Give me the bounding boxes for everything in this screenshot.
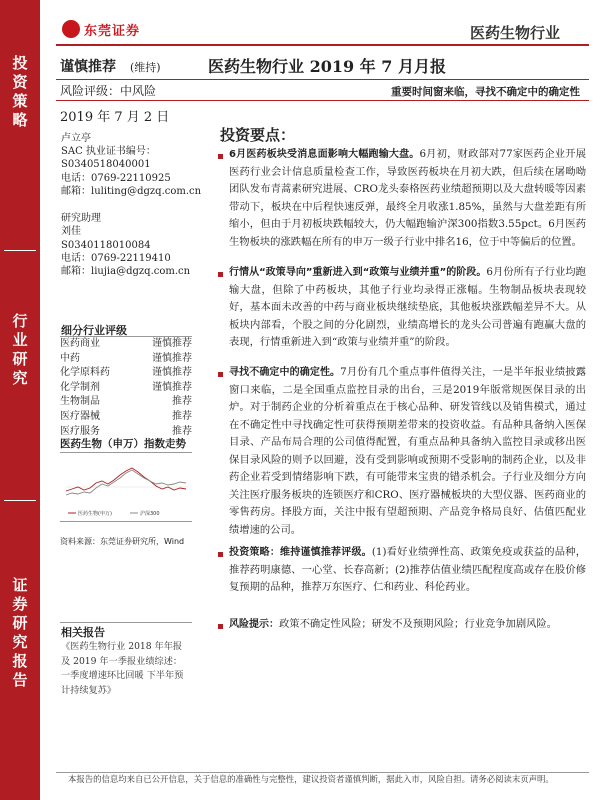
sub-industry-rating: 谨慎推荐: [152, 367, 192, 379]
index-chart-plot: [60, 453, 192, 521]
rating: 谨慎推荐: [60, 59, 116, 75]
sub-rating-table: [60, 336, 192, 439]
brand-name: 东莞证券: [84, 24, 141, 39]
assistant-email: 邮箱：liujia@dgzq.com.cn: [61, 266, 191, 277]
brand-logo: [62, 18, 172, 42]
assistant-cert-number: S0340118010084: [61, 240, 151, 251]
side-label-report: 证 券 研 究 报 告: [12, 576, 28, 689]
report-title: 医药生物行业 2019 年 7 月月报: [208, 57, 446, 76]
index-chart-title: 医药生物（申万）指数走势: [60, 438, 186, 450]
table-row: [60, 381, 192, 396]
logo-mark-icon: [62, 20, 80, 38]
assistant-name: 刘佳: [61, 226, 81, 237]
risk-rating: 风险评级：中风险: [60, 84, 157, 98]
sub-industry-rating: 推荐: [172, 425, 192, 437]
sub-industry-name: 化学原料药: [60, 367, 110, 379]
key-points-title: 投资要点：: [220, 126, 296, 144]
key-point-body: 6月初，财政部对77家医药企业开展医药行业会计信息质量检查工作，导致医药板块在月初大跌，但后续在屠呦呦团队发布青蒿素研究进展、CRO龙头泰格医药业绩超预期以及大盘转暖等因素带动下，板块在中后程快速反弹，最终全月收涨1.85%，虽然与大盘差距有所缩小，但由于月初板块跌幅较大，仍大幅跑输沪深300指数3.55pct。6月医药生物板块的涨跌幅在所有的申万一级子行业中排名16，位于中等偏后的位置。: [229, 148, 586, 248]
analyst-cert-number: S0340518040001: [61, 159, 151, 170]
table-row: [60, 395, 192, 410]
assistant-title: 研究助理: [61, 213, 101, 224]
key-point-1: [229, 146, 586, 251]
table-row: [60, 337, 192, 352]
key-point-lead: 6月医药板块受消息面影响大幅跑输大盘。: [229, 149, 420, 160]
series-line-hs300: [66, 470, 186, 495]
analyst-name: 卢立亭: [61, 133, 91, 144]
sub-industry-name: 生物制品: [60, 396, 100, 408]
key-point-body: 政策不确定性风险；研发不及预期风险；行业竞争加剧风险。: [279, 618, 558, 630]
side-divider: [4, 500, 36, 501]
industry-label: 医药生物行业: [469, 24, 560, 42]
sub-industry-name: 化学制剂: [60, 381, 100, 393]
title-rule: [56, 79, 589, 80]
key-point-lead: 风险提示：: [229, 619, 279, 630]
bullet-icon: [218, 624, 223, 629]
key-point-4: [229, 544, 586, 597]
key-point-5: [229, 616, 586, 634]
side-label-strategy: 投 资 策 略: [12, 54, 28, 129]
related-rule: [60, 622, 192, 623]
side-band: [0, 0, 40, 800]
sub-industry-name: 医疗服务: [60, 425, 100, 437]
chart-source: 资料来源：东莞证券研究所，Wind: [60, 537, 185, 546]
key-point-3: [229, 364, 586, 539]
bullet-icon: [218, 272, 223, 277]
legend-label-hs300: 沪深300: [140, 511, 160, 517]
sub-industry-name: 医疗器械: [60, 410, 100, 422]
report-date: 2019 年 7 月 2 日: [60, 110, 170, 125]
sub-industry-rating: 谨慎推荐: [152, 352, 192, 364]
key-point-lead: 行情从“政策导向”重新进入到“政策与业绩并重”的阶段。: [229, 267, 487, 278]
key-point-lead: 投资策略：维持谨慎推荐评级。: [229, 547, 372, 558]
legend-label-pharma: 医药生物(申万): [78, 511, 112, 517]
side-divider: [4, 250, 36, 251]
side-label-industry: 行 业 研 究: [12, 312, 28, 387]
bullet-icon: [218, 372, 223, 377]
key-point-body: 7月份有几个重点事件值得关注，一是半年报业绩披露窗口来临，二是全国重点监控目录的出台，三是2019年版常规医保目录的出炉。对于制药企业的分析着重点在于核心品种、研发管线以及销售模式，通过在不确定性中寻找确定性可获得预期差带来的投资收益。有品种具备纳入医保目录、产品布局合理的公司值得配置，有重点品种具备纳入监控目录或移出医保目录风险的则予以回避，没有受到影响或预期不受影响的制药企业，以及非药企业若受到情绪影响下跌，有可能带来宝贵的错杀机会。子行业及细分方向关注医疗服务板块的连锁医疗和CRO、医疗器械板块的大型仪器、医药商业的零售药房。择股方面，关注中报有望超预期、产品竞争格局良好、估值匹配业绩增速的公司。: [229, 366, 586, 536]
sub-industry-rating: 谨慎推荐: [152, 338, 192, 349]
rating-status: (维持): [130, 61, 161, 74]
related-report-item: 《医药生物行业 2018 年年报及 2019 年一季报业绩综述：一季度增速环比回暖 下半年预计持续复苏》: [61, 641, 184, 696]
sub-industry-name: 医药商业: [60, 338, 100, 349]
sub-industry-rating: 谨慎推荐: [152, 381, 192, 393]
key-point-body: (1)看好业绩弹性高、政策免疫或获益的品种，推荐药明康德、一心堂、长春高新；(2)推荐估值业绩匹配程度高或存在股价修复预期的品种，推荐万东医疗、仁和药业、科伦药业。: [229, 546, 586, 593]
series-line-pharma: [66, 468, 186, 491]
index-chart: [60, 452, 192, 522]
analyst-phone: 电话：0769-22110925: [61, 173, 171, 184]
subtitle-rule: [56, 100, 589, 101]
bullet-icon: [218, 552, 223, 557]
sub-industry-rating: 推荐: [172, 410, 192, 422]
key-point-lead: 寻找不确定中的确定性。: [229, 367, 341, 378]
table-row: [60, 410, 192, 425]
sub-industry-name: 中药: [60, 352, 80, 364]
footer-disclaimer: 本报告的信息均来自已公开信息，关于信息的准确性与完整性，建议投资者谨慎判断，据此入市，风险自担。请务必阅读末页声明。: [68, 774, 554, 784]
sub-industry-rating: 推荐: [172, 396, 192, 408]
analyst-email: 邮箱：luliting@dgzq.com.cn: [61, 186, 202, 197]
report-subtitle: 重要时间窗来临，寻找不确定中的确定性: [391, 86, 580, 98]
key-point-2: [229, 264, 586, 352]
key-point-body: 6月份所有子行业均跑输大盘，但除了中药板块，其他子行业均录得正涨幅。生物制品板块表现较好，基本面未改善的中药与商业板块继续垫底，其他板块涨跌幅差异不大。从板块内部看，个股之间的分化剧烈，业绩高增长的龙头公司普遍有跑赢大盘的表现，行情重新进入到“政策与业绩并重”的阶段。: [229, 266, 586, 348]
table-row: [60, 352, 192, 367]
sub-rating-title: 细分行业评级: [61, 324, 127, 337]
header-rule: [56, 44, 589, 46]
related-reports-title: 相关报告: [61, 626, 105, 639]
footer-rule: [56, 772, 589, 773]
analyst-cert-label: SAC 执业证书编号：: [61, 146, 156, 157]
bullet-icon: [218, 154, 223, 159]
table-row: [60, 366, 192, 381]
assistant-phone: 电话：0769-22119410: [61, 253, 171, 264]
